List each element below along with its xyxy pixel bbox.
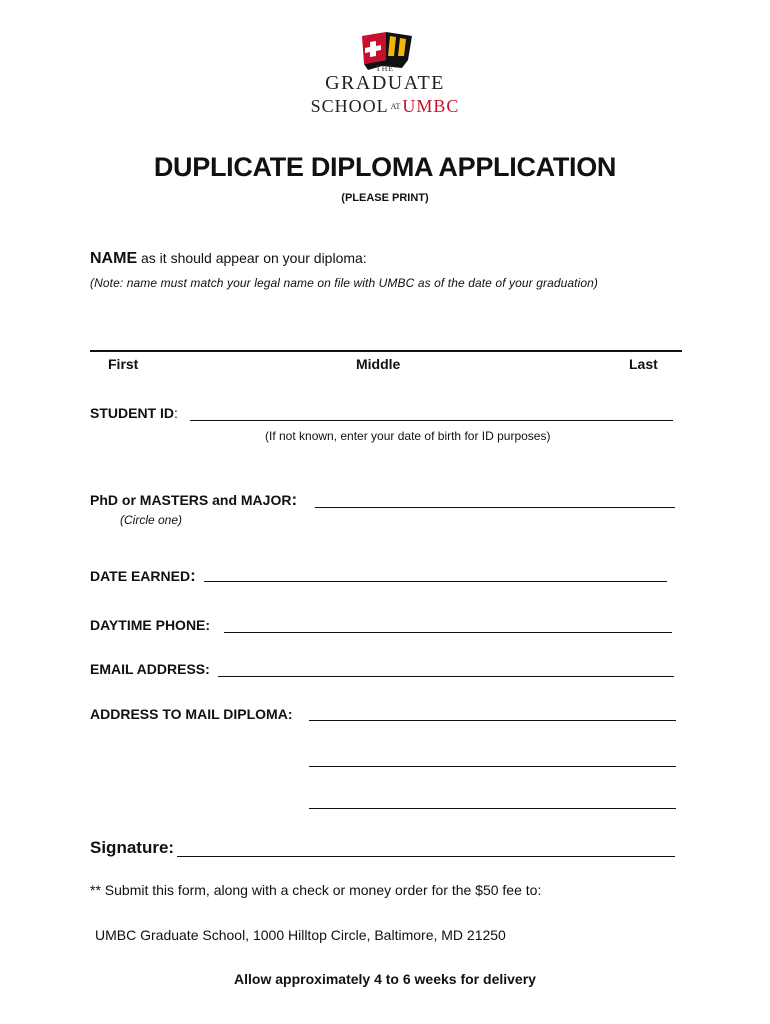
- logo-the-text: THE: [375, 64, 395, 73]
- degree-label-text: PhD or MASTERS and MAJOR: [90, 492, 292, 508]
- signature-label: Signature:: [90, 838, 175, 857]
- mail-address-line-3[interactable]: [309, 808, 676, 809]
- last-name-label: Last: [629, 356, 658, 372]
- date-earned-field[interactable]: [204, 581, 667, 582]
- mail-address-line-2[interactable]: [309, 766, 676, 767]
- logo-school-line: [0, 96, 770, 117]
- name-label-bold: NAME: [90, 250, 138, 267]
- mailing-address-text: UMBC Graduate School, 1000 Hilltop Circle, Baltimore, MD 21250: [95, 927, 506, 943]
- logo-at-text: AT: [390, 102, 401, 111]
- degree-label: [90, 490, 297, 510]
- student-id-label-text: STUDENT ID: [90, 405, 174, 421]
- daytime-phone-label: DAYTIME PHONE:: [90, 617, 211, 633]
- logo-graduate-text: GRADUATE: [325, 72, 445, 94]
- name-input-line[interactable]: [90, 350, 682, 352]
- first-name-label: First: [108, 356, 139, 372]
- student-id-field[interactable]: [190, 420, 673, 421]
- email-address-label: EMAIL ADDRESS:: [90, 661, 210, 677]
- degree-hint: (Circle one): [120, 513, 183, 527]
- student-id-label: [90, 405, 178, 421]
- page-title: DUPLICATE DIPLOMA APPLICATION: [153, 152, 617, 182]
- daytime-phone-field[interactable]: [224, 632, 672, 633]
- date-earned-colon: :: [190, 566, 196, 585]
- date-earned-label: [90, 566, 196, 586]
- email-address-field[interactable]: [218, 676, 674, 677]
- delivery-note: Allow approximately 4 to 6 weeks for delivery: [234, 971, 536, 987]
- date-earned-label-text: DATE EARNED: [90, 568, 191, 584]
- name-label-rest: as it should appear on your diploma:: [137, 250, 367, 266]
- signature-field[interactable]: [177, 856, 675, 857]
- submit-instructions: ** Submit this form, along with a check or money order for the $50 fee to:: [90, 882, 542, 898]
- logo-school-text: SCHOOL: [310, 96, 389, 116]
- name-label: [90, 250, 367, 268]
- degree-colon: :: [291, 490, 298, 509]
- middle-name-label: Middle: [356, 356, 401, 372]
- mail-address-label: ADDRESS TO MAIL DIPLOMA:: [90, 706, 293, 722]
- mail-address-line-1[interactable]: [309, 720, 676, 721]
- name-note: (Note: name must match your legal name on file with UMBC as of the date of your graduation): [90, 276, 599, 290]
- degree-field[interactable]: [315, 507, 675, 508]
- page-subtitle: (PLEASE PRINT): [341, 192, 429, 204]
- student-id-hint: (If not known, enter your date of birth for ID purposes): [265, 429, 551, 443]
- logo-umbc-text: UMBC: [402, 96, 460, 116]
- student-id-colon: :: [174, 405, 178, 421]
